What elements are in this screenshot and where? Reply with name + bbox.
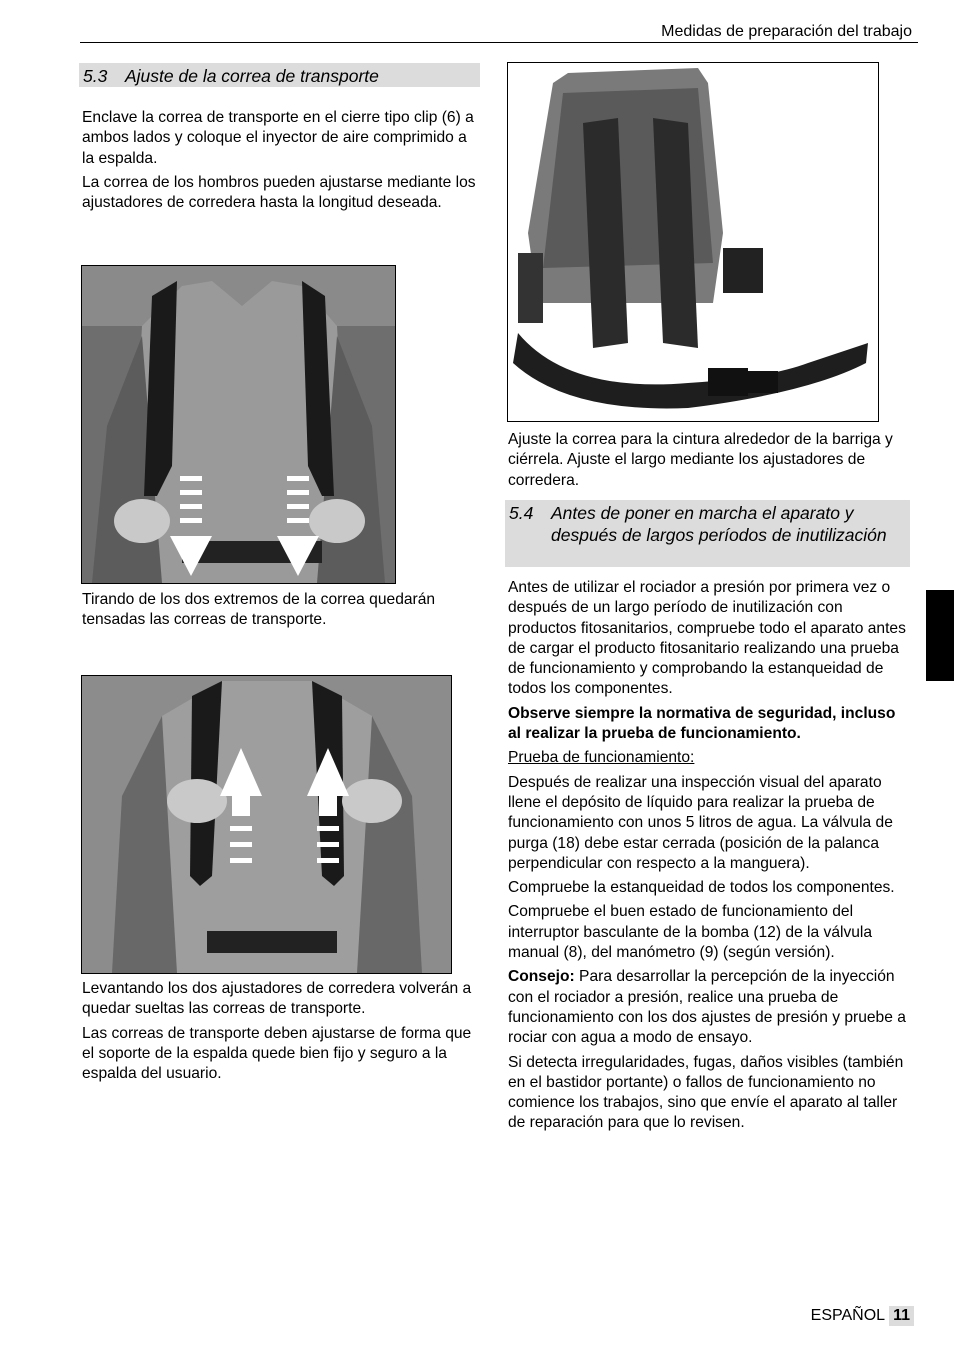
- photo-tightening-straps: [81, 265, 396, 584]
- page-footer: [811, 1306, 914, 1326]
- paragraph: La correa de los hombros pueden ajustarse mediante los ajustadores de corredera hasta la longitud deseada.: [82, 173, 476, 212]
- section-5-4-body: [508, 578, 910, 1138]
- paragraph: Ajuste la correa para la cintura alrededor de la barriga y ciérrela. Ajuste el largo mediante los ajustadores de corredera.: [508, 431, 893, 489]
- section-5-3-heading: [79, 63, 480, 87]
- section-number: 5.3: [83, 66, 108, 86]
- paragraph: Enclave la correa de transporte en el cierre tipo clip (6) a ambos lados y coloque el inyector de aire comprimido a la espalda.: [82, 109, 474, 167]
- section-title: Ajuste de la correa de transporte: [125, 66, 379, 86]
- header-rule: [80, 42, 918, 43]
- section-5-3-intro: [82, 108, 482, 217]
- photo-backpack-harness: [507, 62, 879, 422]
- section-5-3-closing: [82, 979, 482, 1088]
- caption-waist-belt: [508, 430, 910, 495]
- paragraph: Si detecta irregularidades, fugas, daños visibles (también en el bastidor portante) o fallos de funcionamiento no comience los trabajos, sino que envíe el aparato al taller de reparación para que lo revisen.: [508, 1053, 904, 1132]
- photo-loosening-straps: [81, 675, 452, 974]
- tip-text: Para desarrollar la percepción de la inyección con el rociador a presión, realice una prueba de funcionamiento con los dos ajustes de presión y pruebe a rociar con agua a modo de ensayo.: [508, 968, 906, 1047]
- tip-paragraph: [508, 967, 910, 1048]
- running-header: Medidas de preparación del trabajo: [661, 23, 912, 40]
- section-5-4-heading: [505, 500, 910, 567]
- subheading: [508, 748, 910, 768]
- page-number: 11: [889, 1306, 914, 1326]
- language-tab-marker: [926, 590, 954, 681]
- paragraph: Después de realizar una inspección visual del aparato llene el depósito de líquido para realizar la prueba de funcionamiento con unos 5 litros de agua. La válvula de purga (18) debe estar cerrada (posición de la palanca perpendicular con respecto a la manguera).: [508, 773, 893, 872]
- caption-tightening: [82, 590, 482, 635]
- paragraph: Antes de utilizar el rociador a presión por primera vez o después de un largo período de inutilización con productos fitosanitarios, compruebe todo el aparato antes de cargar el producto fitosanitario realizando una prueba de funcionamiento y comprobando la estanqueidad de todos los componentes.: [508, 579, 906, 698]
- function-test-heading: Prueba de funcionamiento:: [508, 749, 695, 767]
- footer-language: ESPAÑOL: [810, 1307, 886, 1324]
- paragraph: Levantando los dos ajustadores de corredera volverán a quedar sueltas las correas de transporte.: [82, 980, 472, 1018]
- paragraph: Compruebe el buen estado de funcionamiento del interruptor basculante de la bomba (12) de la válvula manual (8), del manómetro (9) (según versión).: [508, 903, 873, 962]
- tip-label: Consejo:: [508, 968, 575, 986]
- section-title: Antes de poner en marcha el aparato y después de largos períodos de inutilización: [551, 503, 887, 545]
- safety-warning: Observe siempre la normativa de seguridad, incluso al realizar la prueba de funcionamiento.: [508, 704, 896, 743]
- paragraph: Tirando de los dos extremos de la correa quedarán tensadas las correas de transporte.: [82, 591, 436, 629]
- section-number: 5.4: [509, 503, 534, 523]
- paragraph: Las correas de transporte deben ajustarse de forma que el soporte de la espalda quede bien fijo y seguro a la espalda del usuario.: [82, 1024, 472, 1083]
- paragraph: Compruebe la estanqueidad de todos los componentes.: [508, 879, 895, 897]
